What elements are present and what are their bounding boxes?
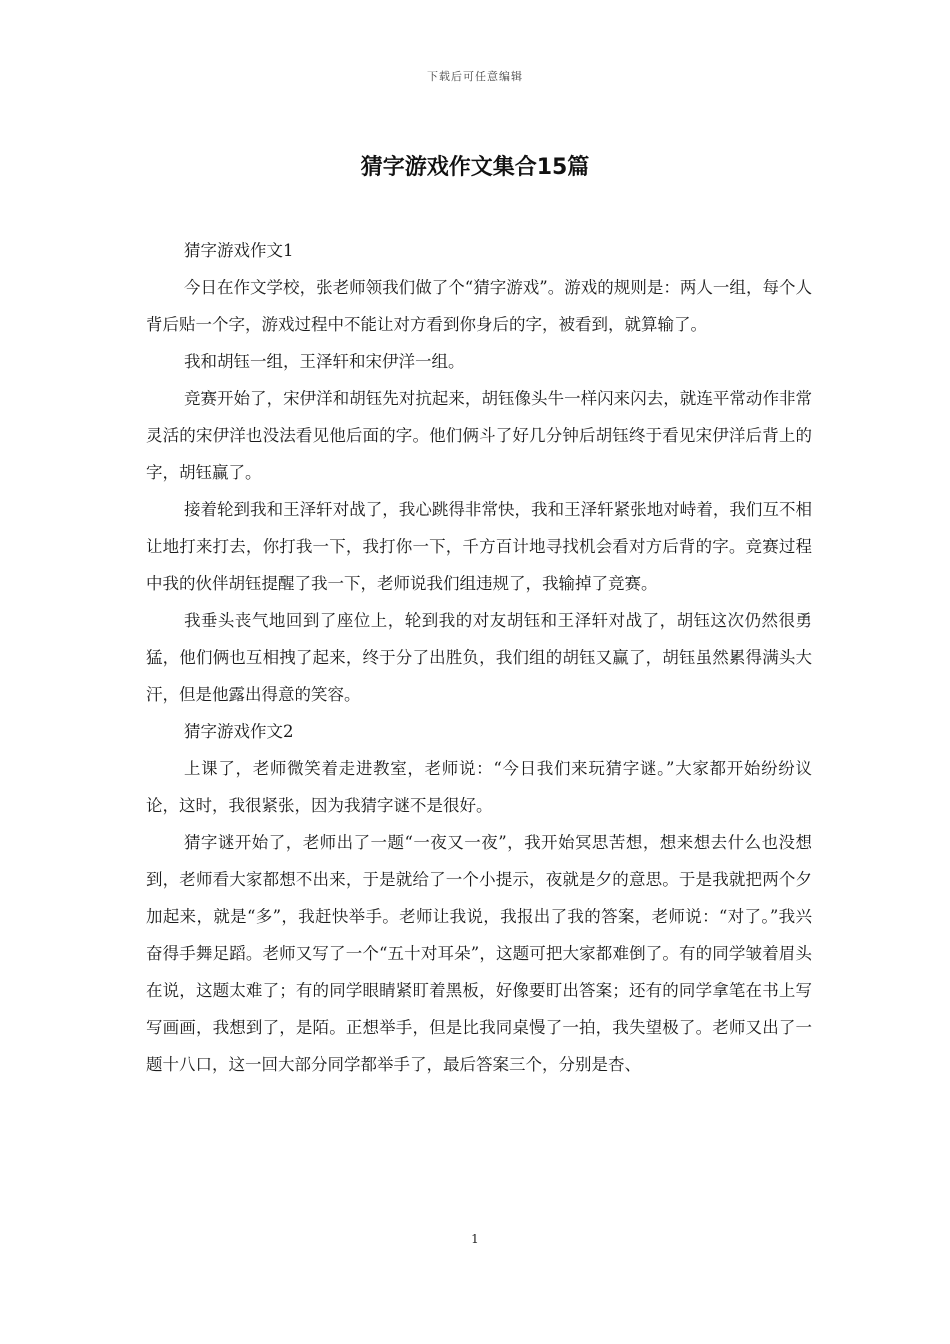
paragraph: 我和胡钰一组，王泽轩和宋伊洋一组。 bbox=[183, 352, 465, 371]
paragraph: 接着轮到我和王泽轩对战了，我心跳得非常快，我和王泽轩紧张地对峙着，我们互不相让地打来打去，你打我一下，我打你一下，千方百计地寻找机会看对方后背的字。竞赛过程中我的伙伴胡钰提醒了我一下，老师说我们组违规了，我输掉了竞赛。 bbox=[146, 500, 812, 593]
header-note: 下载后可任意编辑 bbox=[427, 70, 523, 83]
paragraph: 上课了，老师微笑着走进教室，老师说：“今日我们来玩猜字谜。”大家都开始纷纷议论，这时，我很紧张，因为我猜字谜不是很好。 bbox=[146, 759, 812, 815]
paragraph: 今日在作文学校，张老师领我们做了个“猜字游戏”。游戏的规则是：两人一组，每个人背后贴一个字，游戏过程中不能让对方看到你身后的字，被看到，就算输了。 bbox=[146, 278, 812, 334]
paragraph: 竞赛开始了，宋伊洋和胡钰先对抗起来，胡钰像头牛一样闪来闪去，就连平常动作非常灵活的宋伊洋也没法看见他后面的字。他们俩斗了好几分钟后胡钰终于看见宋伊洋后背上的字，胡钰赢了。 bbox=[146, 389, 812, 482]
document-title: 猜字游戏作文集合15篇 bbox=[360, 155, 590, 180]
section-heading: 猜字游戏作文2 bbox=[183, 722, 294, 741]
page-number: 1 bbox=[471, 1232, 479, 1246]
document-body bbox=[146, 232, 812, 1083]
paragraph: 我垂头丧气地回到了座位上，轮到我的对友胡钰和王泽轩对战了，胡钰这次仍然很勇猛，他们俩也互相拽了起来，终于分了出胜负，我们组的胡钰又赢了，胡钰虽然累得满头大汗，但是他露出得意的笑容。 bbox=[146, 611, 812, 704]
section-heading: 猜字游戏作文1 bbox=[183, 241, 294, 260]
paragraph: 猜字谜开始了，老师出了一题“一夜又一夜”，我开始冥思苦想，想来想去什么也没想到，老师看大家都想不出来，于是就给了一个小提示，夜就是夕的意思。于是我就把两个夕加起来，就是“多”，我赶快举手。老师让我说，我报出了我的答案，老师说：“对了。”我兴奋得手舞足蹈。老师又写了一个“五十对耳朵”，这题可把大家都难倒了。有的同学皱着眉头在说，这题太难了；有的同学眼睛紧盯着黑板，好像要盯出答案；还有的同学拿笔在书上写写画画，我想到了，是陌。正想举手，但是比我同桌慢了一拍，我失望极了。老师又出了一题十八口，这一回大部分同学都举手了，最后答案三个，分别是杏、 bbox=[146, 833, 812, 1074]
